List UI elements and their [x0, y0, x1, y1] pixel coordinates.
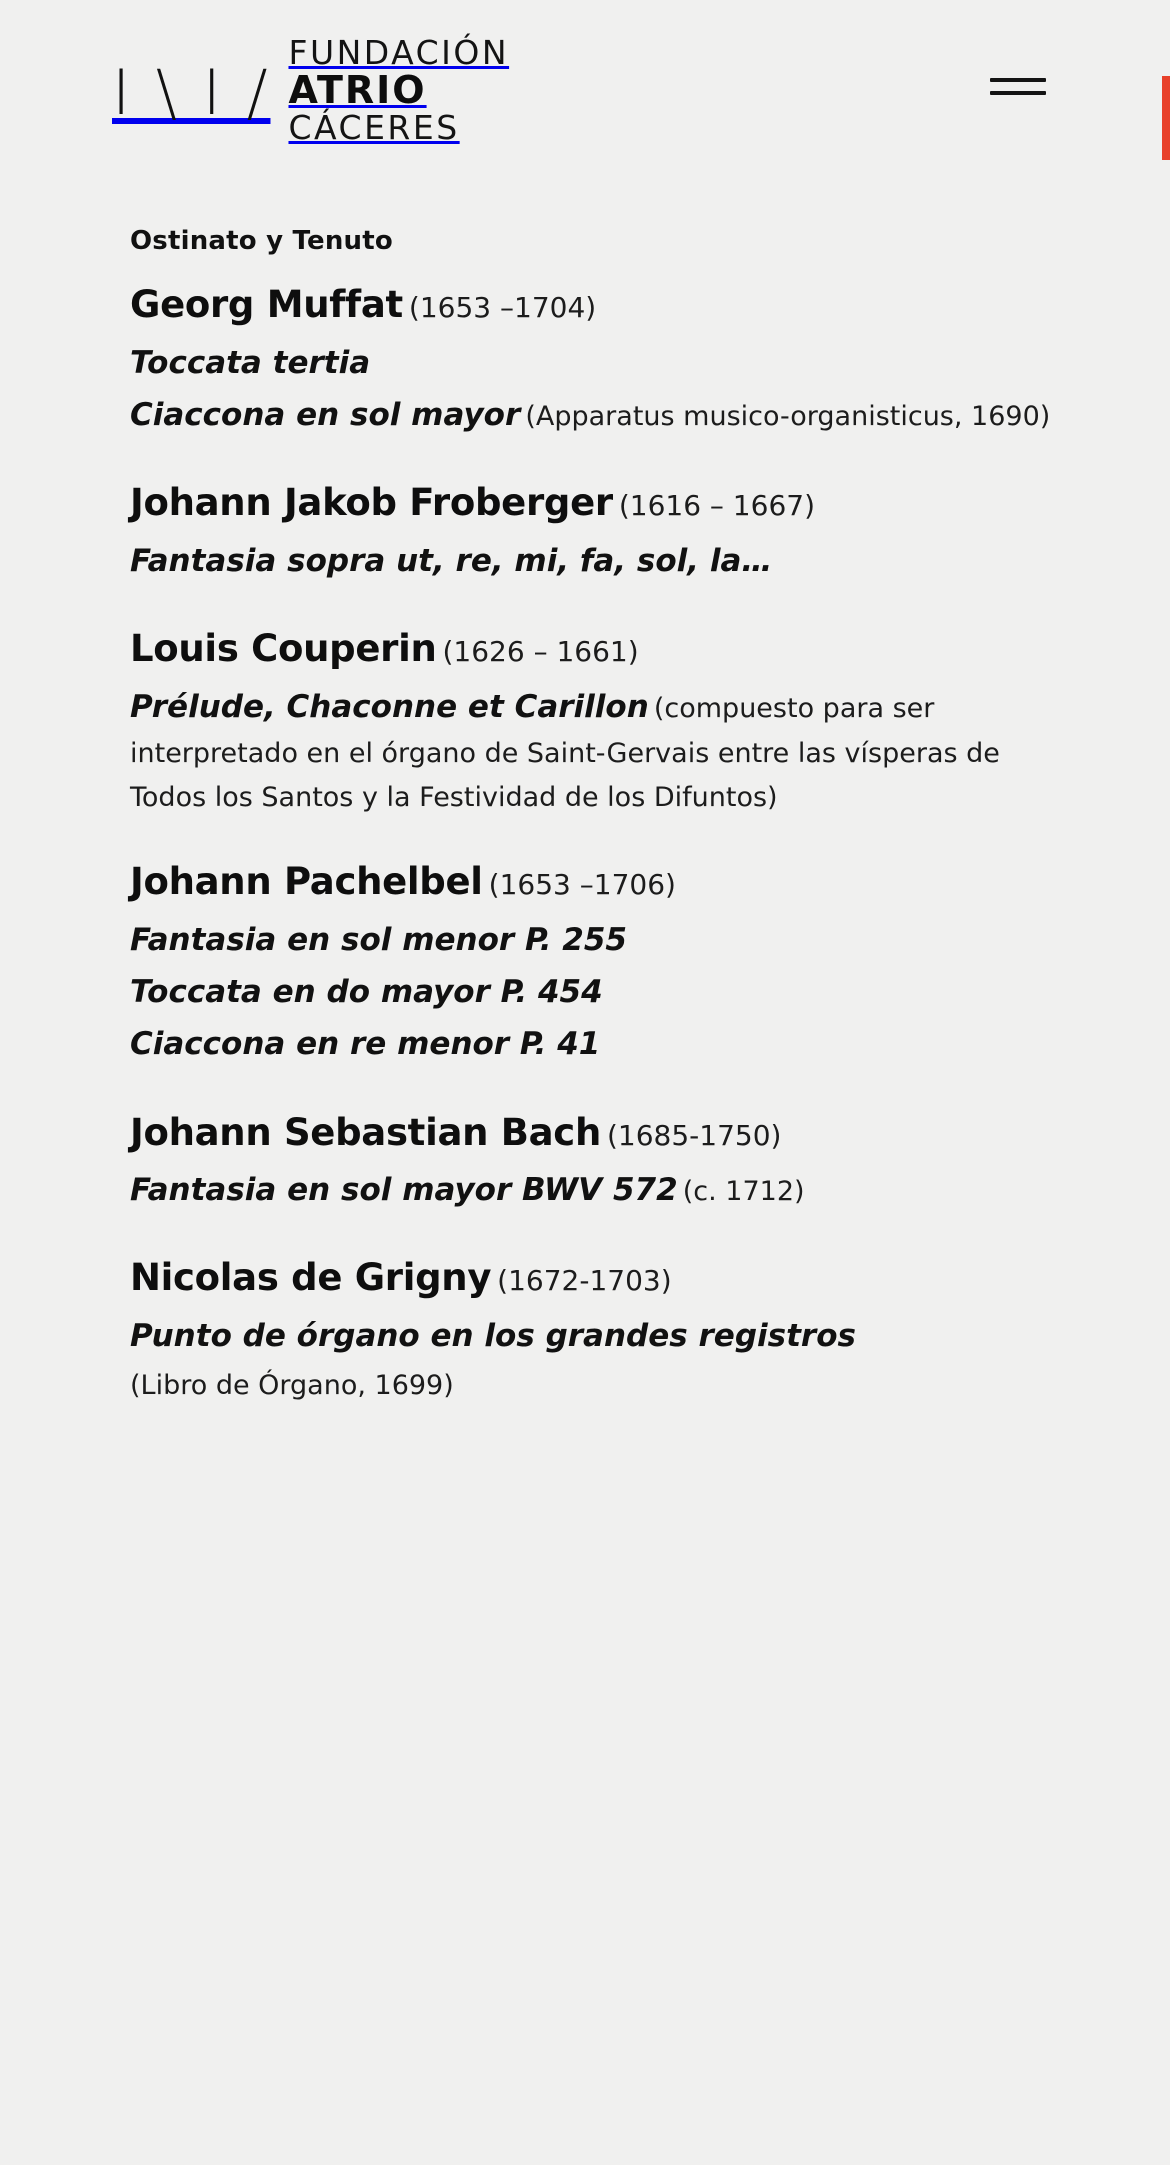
- piece-title: Toccata tertia: [130, 344, 371, 381]
- piece: [130, 682, 1070, 820]
- accent-bar: [1162, 76, 1170, 160]
- composer-line: [130, 855, 1070, 909]
- piece: [130, 338, 1070, 388]
- composer-name: Johann Sebastian Bach: [130, 1110, 601, 1154]
- composer-name: Johann Jakob Froberger: [130, 481, 613, 525]
- program-entry: [130, 1251, 1070, 1409]
- program-entry: [130, 1106, 1070, 1216]
- composer-name: Johann Pachelbel: [130, 860, 483, 904]
- program-section-title: Ostinato y Tenuto: [130, 226, 393, 256]
- piece-note: (Libro de Órgano, 1699): [130, 1370, 454, 1402]
- logo-mark-icon: I \ I /: [112, 55, 271, 129]
- program-entry: [130, 278, 1070, 440]
- composer-dates: (1616 – 1667): [618, 489, 815, 523]
- composer-name: Louis Couperin: [130, 626, 437, 670]
- composer-dates: (1653 –1706): [488, 868, 676, 902]
- composer-line: [130, 1106, 1070, 1160]
- piece: [130, 915, 1070, 965]
- logo-line-atrio: ATRIO: [288, 67, 427, 112]
- piece: [130, 536, 1070, 586]
- hamburger-menu-icon[interactable]: [990, 66, 1050, 106]
- logo-line-fundacion: FUNDACIÓN: [288, 33, 510, 72]
- composer-line: [130, 622, 1070, 676]
- composer-dates: (1685-1750): [606, 1118, 782, 1152]
- menu-bar-bottom: [990, 91, 1046, 95]
- composer-line: [130, 476, 1070, 530]
- composer-dates: (1672-1703): [497, 1264, 672, 1298]
- piece: [130, 1311, 1070, 1361]
- piece: [130, 1165, 1070, 1215]
- logo-line-caceres: CÁCERES: [288, 107, 460, 147]
- composer-line: [130, 1251, 1070, 1305]
- logo-wordmark: [288, 33, 510, 147]
- piece: [130, 1019, 1070, 1069]
- site-logo[interactable]: [112, 33, 510, 147]
- composer-name: Nicolas de Grigny: [130, 1256, 492, 1300]
- composer-name: Georg Muffat: [130, 283, 403, 326]
- composer-dates: (1626 – 1661): [442, 634, 639, 668]
- piece-note: (compuesto para ser interpretado en el órgano de Saint-Gervais entre las vísperas de Todos los Santos y la Festividad de los Difuntos): [130, 692, 1000, 813]
- piece-note: (Apparatus musico-organisticus, 1690): [525, 400, 1051, 432]
- program-content: [0, 226, 1170, 1526]
- menu-bar-top: [990, 78, 1046, 82]
- piece-title: Fantasia sopra ut, re, mi, fa, sol, la…: [130, 542, 773, 579]
- composer-line: [130, 278, 1070, 332]
- piece-title: Punto de órgano en los grandes registros: [130, 1318, 856, 1355]
- piece-title: Ciaccona en re menor P. 41: [130, 1026, 601, 1063]
- piece-title: Ciaccona en sol mayor: [130, 396, 521, 433]
- piece-title: Fantasia en sol mayor BWV 572: [130, 1172, 678, 1209]
- program-entry: [130, 622, 1070, 819]
- piece-title: Toccata en do mayor P. 454: [130, 974, 603, 1011]
- composer-dates: (1653 –1704): [408, 291, 597, 324]
- piece: [130, 967, 1070, 1017]
- piece-title: Prélude, Chaconne et Carillon: [130, 688, 649, 725]
- piece-note: (c. 1712): [682, 1176, 805, 1208]
- program-entry: [130, 855, 1070, 1069]
- piece: [130, 390, 1070, 440]
- piece-title: Fantasia en sol menor P. 255: [130, 921, 627, 958]
- program-entry: [130, 476, 1070, 586]
- site-header: [0, 0, 1170, 200]
